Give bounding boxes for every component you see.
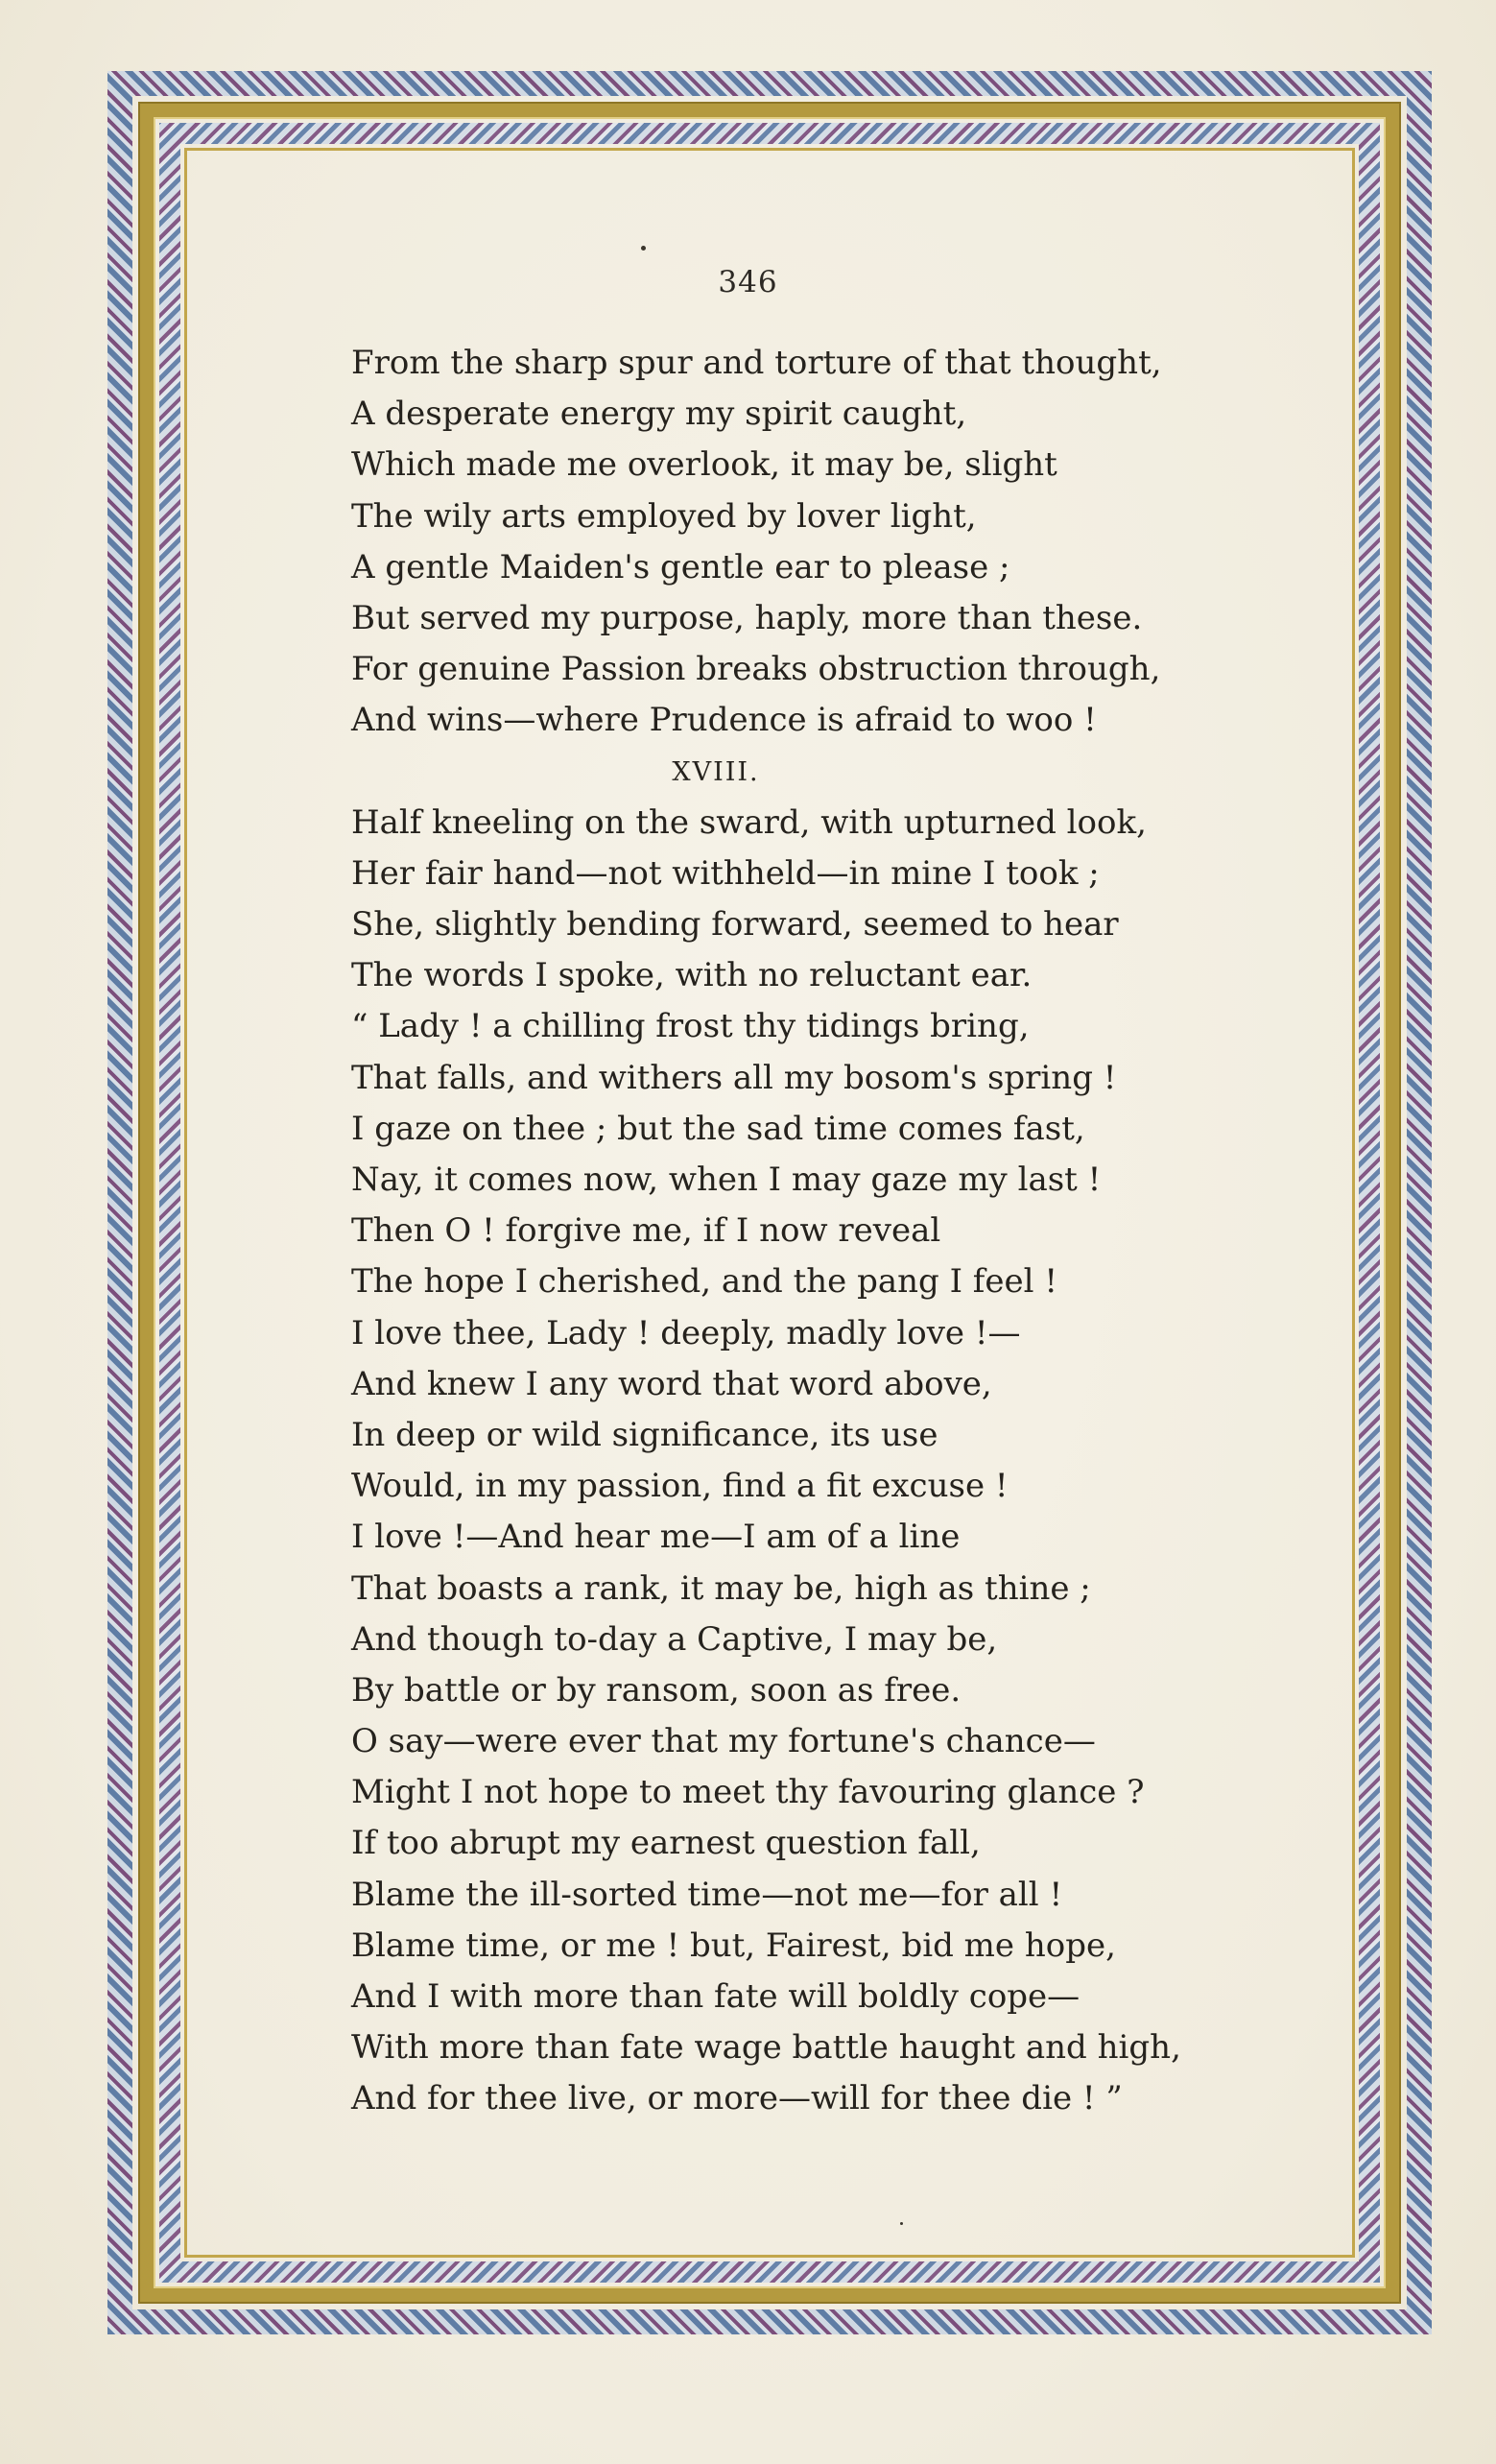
poem-line: Blame the ill-sorted time—not me—for all ! [351, 1875, 1063, 1914]
poem-line: From the sharp spur and torture of that thought, [351, 344, 1162, 382]
ink-speck [900, 2222, 903, 2225]
poem-line: And I with more than fate will boldly cope— [351, 1977, 1080, 2016]
poem-line: That boasts a rank, it may be, high as thine ; [351, 1568, 1091, 1608]
poem-line: O say—were ever that my fortune's chance— [351, 1722, 1096, 1761]
page-number: 346 [718, 265, 778, 299]
poem-line: I love !—And hear me—I am of a line [351, 1518, 961, 1557]
poem-line: That falls, and withers all my bosom's spring ! [351, 1058, 1117, 1097]
poem-line: Blame time, or me ! but, Fairest, bid me hope, [351, 1926, 1116, 1965]
poem-line: If too abrupt my earnest question fall, [351, 1824, 981, 1863]
poem-line: Nay, it comes now, when I may gaze my last ! [351, 1160, 1102, 1199]
poem-line: “ Lady ! a chilling frost thy tidings bring, [351, 1007, 1030, 1046]
poem-line: By battle or by ransom, soon as free. [351, 1670, 962, 1710]
poem-line: A gentle Maiden's gentle ear to please ; [351, 547, 1010, 586]
poem-line: Then O ! forgive me, if I now reveal [351, 1211, 941, 1251]
poem-text [351, 338, 1215, 2125]
poem-line: And knew I any word that word above, [351, 1364, 992, 1403]
poem-line: The hope I cherished, and the pang I feel ! [351, 1262, 1057, 1302]
poem-line: In deep or wild significance, its use [351, 1415, 938, 1454]
poem-line: A desperate energy my spirit caught, [351, 395, 967, 434]
poem-line: Might I not hope to meet thy favouring glance ? [351, 1773, 1145, 1812]
poem-line: But served my purpose, haply, more than these. [351, 598, 1143, 637]
poem-line: Half kneeling on the sward, with upturned look, [351, 802, 1147, 842]
poem-line: I gaze on thee ; but the sad time comes fast, [351, 1109, 1085, 1148]
poem-line: With more than fate wage battle haught and high, [351, 2028, 1181, 2068]
poem-line: And wins—where Prudence is afraid to woo ! [351, 701, 1097, 740]
poem-line: The wily arts employed by lover light, [351, 496, 977, 536]
poem-line: Her fair hand—not withheld—in mine I took ; [351, 853, 1100, 893]
ink-speck [641, 246, 646, 251]
poem-line: And though to-day a Captive, I may be, [351, 1619, 998, 1659]
poem-line: Which made me overlook, it may be, slight [351, 445, 1057, 485]
poem-line: Would, in my passion, find a fit excuse ! [351, 1467, 1009, 1506]
poem-line: And for thee live, or more—will for thee die ! ” [351, 2079, 1123, 2118]
poem-line: The words I spoke, with no reluctant ear. [351, 956, 1033, 995]
poem-line: She, slightly bending forward, seemed to hear [351, 905, 1119, 945]
poem-line: I love thee, Lady ! deeply, madly love !— [351, 1313, 1021, 1352]
stanza-heading: XVIII. [672, 756, 760, 787]
poem-line: For genuine Passion breaks obstruction through, [351, 650, 1161, 689]
